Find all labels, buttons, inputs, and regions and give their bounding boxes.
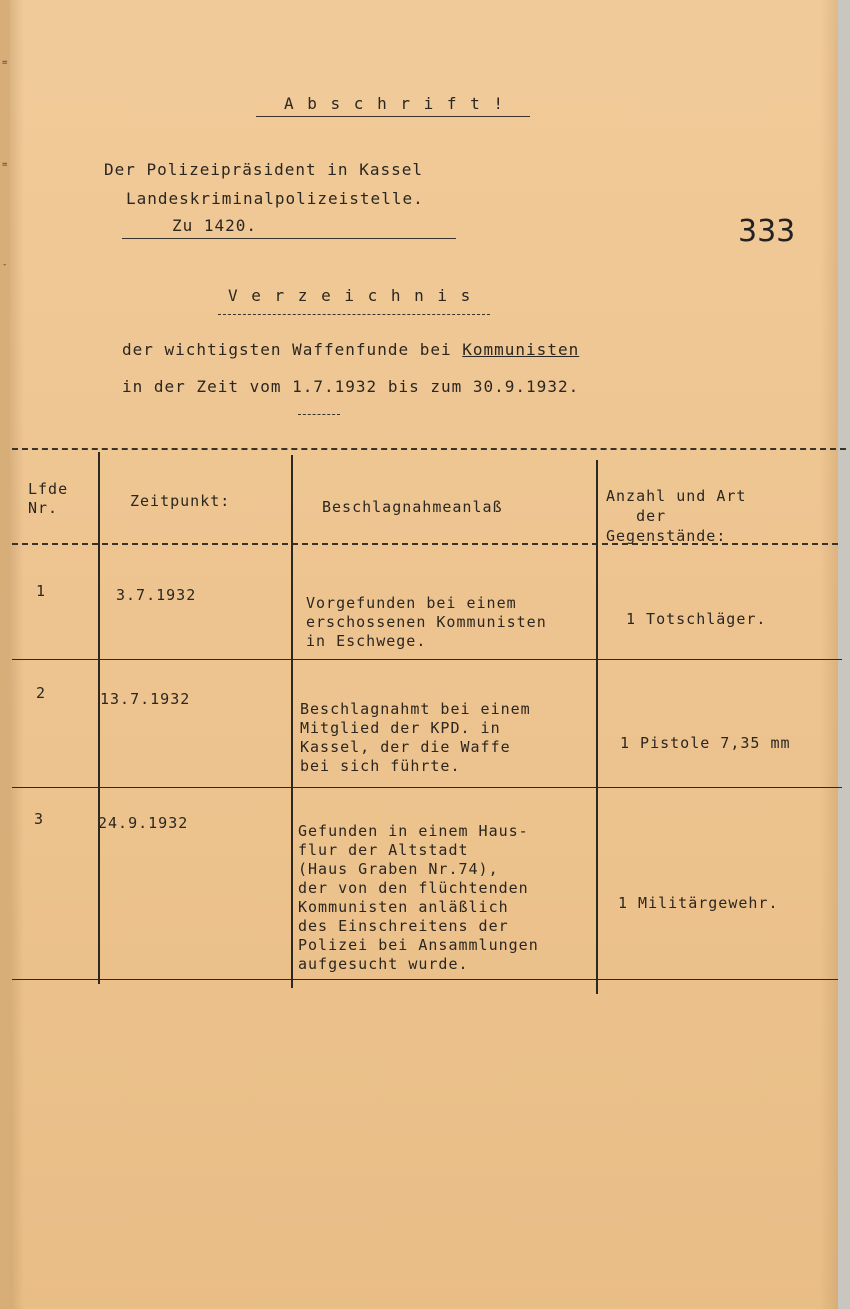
reference-underline: [122, 238, 456, 239]
table-top-border: [12, 448, 846, 450]
list-subtitle-line-1: [122, 340, 579, 359]
row-date: 13.7.1932: [100, 690, 191, 708]
table-bottom-border: [12, 979, 838, 980]
list-title-underline: [218, 314, 490, 315]
row-items: 1 Pistole 7,35 mm: [620, 734, 791, 752]
row-reason: Gefunden in einem Haus- flur der Altstadt (Haus Graben Nr.74), der von den flüchtenden Kommunisten anläßlich des Einschreitens der Polizei bei Ansammlungen aufgesucht wurde.: [298, 822, 539, 973]
row-number: 1: [36, 582, 47, 600]
row-items: 1 Militärgewehr.: [618, 894, 779, 912]
column-divider: [98, 452, 100, 984]
binding-mark: -: [2, 260, 8, 270]
subtitle-underline: [298, 414, 340, 415]
binding-mark: =: [2, 160, 8, 170]
row-reason: Vorgefunden bei einem erschossenen Kommunisten in Eschwege.: [306, 594, 547, 650]
list-subtitle-line-2: in der Zeit vom 1.7.1932 bis zum 30.9.1932.: [122, 377, 580, 396]
authority-line-2: Landeskriminalpolizeistelle.: [126, 189, 424, 208]
row-divider: [12, 659, 842, 660]
reference-number: Zu 1420.: [172, 216, 258, 235]
binding-mark: =: [2, 58, 8, 68]
column-header-reason: Beschlagnahmeanlaß: [322, 498, 503, 516]
column-divider: [291, 455, 293, 988]
column-divider: [596, 460, 598, 994]
row-items: 1 Totschläger.: [626, 610, 767, 628]
authority-line-1: Der Polizeipräsident in Kassel: [104, 160, 423, 179]
column-header-date: Zeitpunkt:: [130, 492, 231, 510]
row-number: 2: [36, 684, 47, 702]
page-edge: [838, 0, 850, 1309]
row-divider: [12, 787, 842, 788]
row-reason: Beschlagnahmt bei einem Mitglied der KPD. in Kassel, der die Waffe bei sich führte.: [300, 700, 531, 775]
title-underline: [256, 116, 530, 117]
subtitle-emphasis: Kommunisten: [462, 340, 580, 359]
document-title: A b s c h r i f t !: [284, 94, 506, 113]
row-number: 3: [34, 810, 45, 828]
page-number: 333: [738, 214, 796, 249]
row-date: 24.9.1932: [98, 814, 189, 832]
subtitle-text: der wichtigsten Waffenfunde bei: [122, 340, 463, 359]
row-date: 3.7.1932: [116, 586, 197, 604]
column-header-items: Anzahl und Art der Gegenstände:: [606, 487, 747, 545]
list-title: V e r z e i c h n i s: [228, 286, 473, 305]
column-header-nr: Lfde Nr.: [28, 480, 69, 517]
